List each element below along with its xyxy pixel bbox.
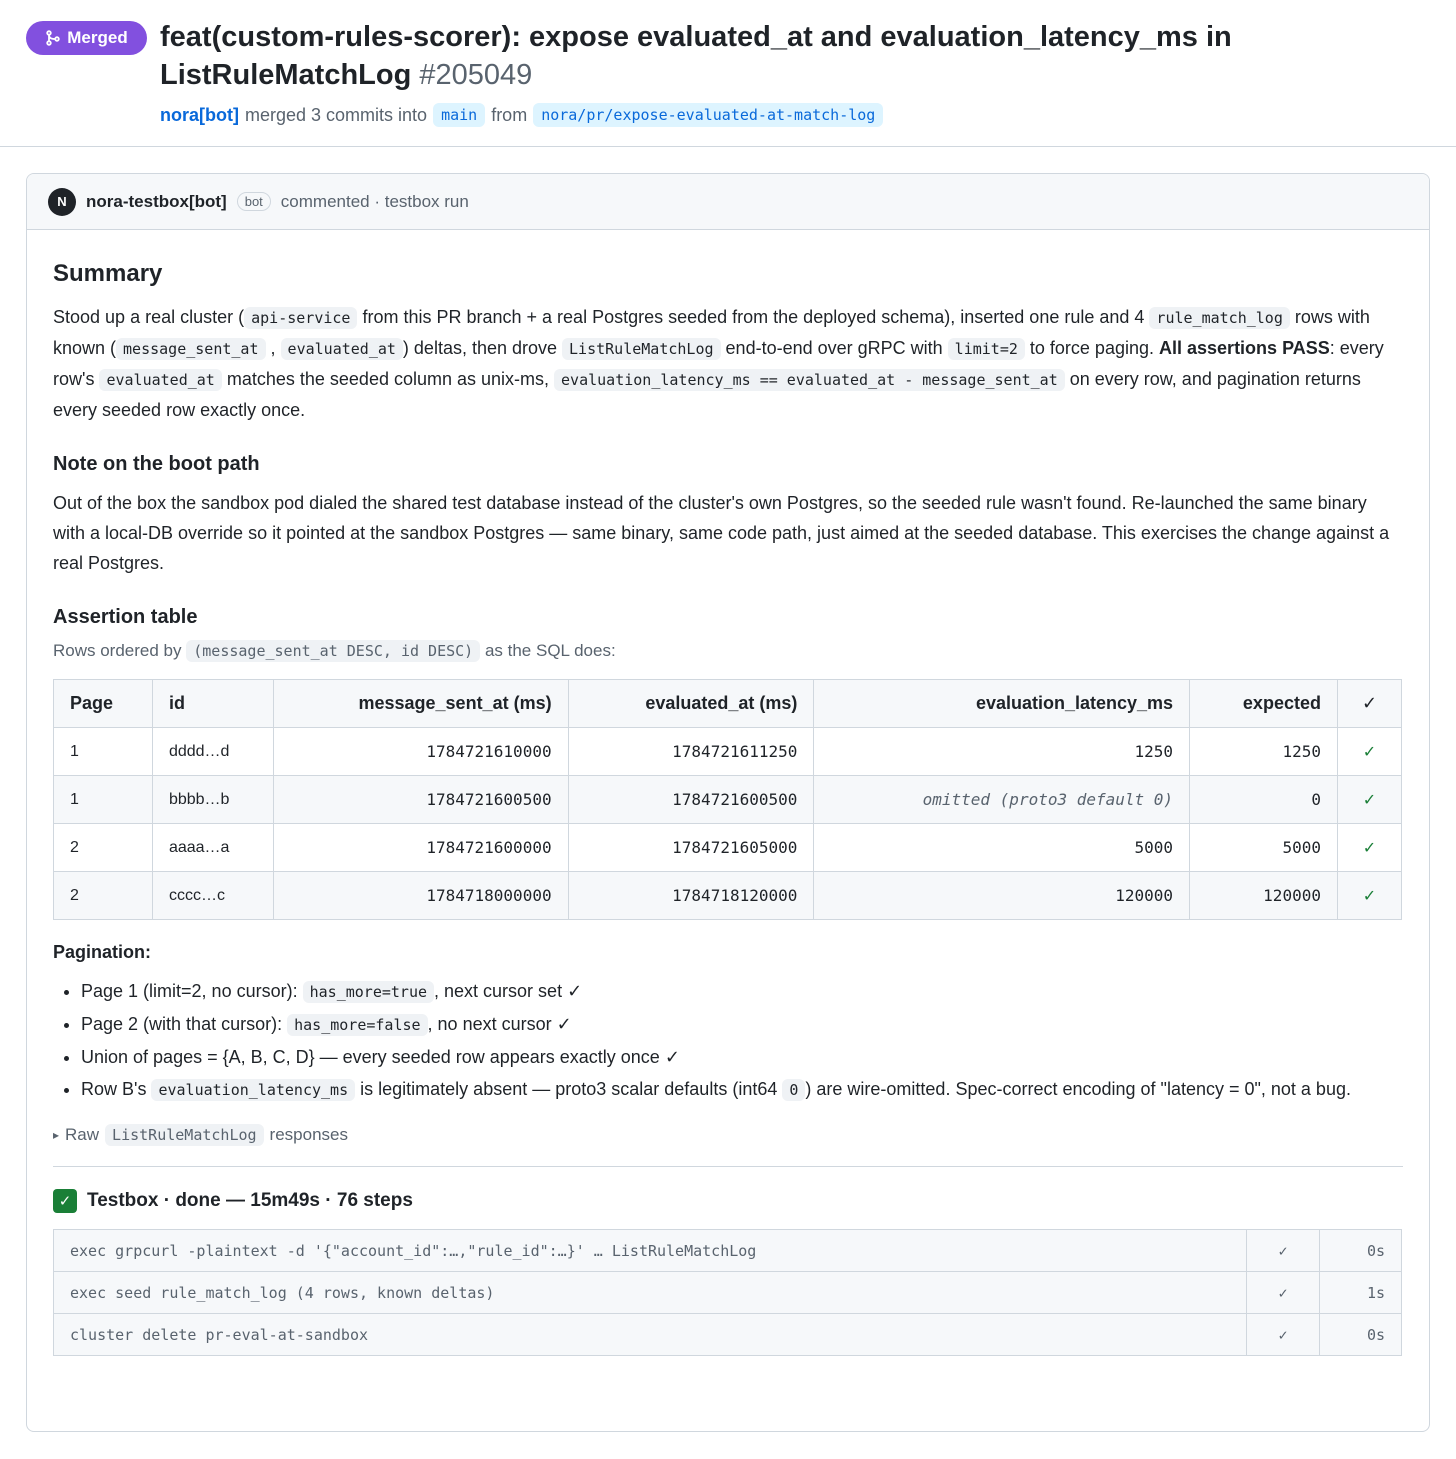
merged-status-badge xyxy=(26,21,147,55)
col-header-check: ✓ xyxy=(1337,680,1401,728)
check-icon: ✓ xyxy=(1337,824,1401,872)
table-header-row xyxy=(54,680,1402,728)
check-icon: ✓ xyxy=(1247,1314,1320,1356)
cell-id: bbbb…b xyxy=(152,776,273,824)
summary-text: : every row's xyxy=(53,338,1384,389)
cell-id: aaaa…a xyxy=(152,824,273,872)
cell-page: 2 xyxy=(54,872,153,920)
col-header: Page xyxy=(54,680,153,728)
comment-body xyxy=(27,260,1429,1356)
table-row xyxy=(54,824,1402,872)
head-branch[interactable]: nora/pr/expose-evaluated-at-match-log xyxy=(533,103,883,127)
step-row xyxy=(54,1314,1402,1356)
cell-page: 1 xyxy=(54,728,153,776)
item-text: Page 1 (limit=2, no cursor): xyxy=(81,981,298,1001)
cell-expected: 120000 xyxy=(1190,872,1338,920)
step-time: 1s xyxy=(1320,1272,1402,1314)
code-evaluated-at-2: evaluated_at xyxy=(99,369,221,391)
code-latency-formula: evaluation_latency_ms == evaluated_at - message_sent_at xyxy=(554,369,1065,391)
pr-meta xyxy=(160,103,883,127)
cell-sent: 1784718000000 xyxy=(273,872,568,920)
summary-text: from this PR branch + a real Postgres seeded from the deployed schema), inserted one rule and 4 xyxy=(362,307,1145,327)
step-time: 0s xyxy=(1320,1314,1402,1356)
col-header: evaluated_at (ms) xyxy=(568,680,814,728)
col-header: id xyxy=(152,680,273,728)
code-list-rule-match-log: ListRuleMatchLog xyxy=(562,338,721,360)
summary-text: ) deltas, then drove xyxy=(402,338,558,358)
avatar[interactable]: N xyxy=(48,188,76,216)
from-text: from xyxy=(491,104,528,125)
base-branch[interactable]: main xyxy=(433,103,485,127)
boot-paragraph: Out of the box the sandbox pod dialed the shared test database instead of the cluster's own Postgres, so the seeded rule wasn't found. Re-launched the same binary with a local-DB override so it pointed at the sandbox Postgres — same binary, same code path, just aimed at the seeded database. This exercises the change against a real Postgres. xyxy=(53,493,1390,573)
summary-heading: Summary xyxy=(53,260,163,287)
note-text: as the SQL does: xyxy=(484,641,616,660)
summary-text: rows with known ( xyxy=(53,307,1370,358)
pagination-list xyxy=(53,975,1403,1106)
check-icon: ✓ xyxy=(1337,872,1401,920)
merge-icon xyxy=(45,30,61,46)
cell-eval: 1784721600500 xyxy=(568,776,814,824)
summary-text: Stood up a real cluster ( xyxy=(53,307,245,327)
comment-header xyxy=(27,174,1429,230)
list-item xyxy=(81,1073,1403,1106)
cell-sent: 1784721610000 xyxy=(273,728,568,776)
check-icon: ✓ xyxy=(1337,728,1401,776)
code-limit: limit=2 xyxy=(948,338,1025,360)
summary-text: matches the seeded column as unix-ms, xyxy=(226,369,550,389)
step-command: cluster delete pr-eval-at-sandbox xyxy=(54,1314,1247,1356)
cell-latency: omitted (proto3 default 0) xyxy=(814,776,1190,824)
raw-text: Raw xyxy=(65,1125,100,1144)
testbox-title-text: Testbox · done — 15m49s · 76 steps xyxy=(87,1190,413,1211)
assertion-table xyxy=(53,679,1402,920)
pr-author-link[interactable]: nora[bot] xyxy=(160,104,239,125)
note-text: Rows ordered by xyxy=(53,641,182,660)
item-text: Page 2 (with that cursor): xyxy=(81,1014,283,1034)
code-list-rule-match-log-raw: ListRuleMatchLog xyxy=(105,1124,264,1146)
table-row xyxy=(54,872,1402,920)
item-text: , next cursor set ✓ xyxy=(434,981,583,1001)
step-time: 0s xyxy=(1320,1230,1402,1272)
step-command: exec seed rule_match_log (4 rows, known deltas) xyxy=(54,1272,1247,1314)
comment-box xyxy=(26,173,1430,1432)
cell-eval: 1784718120000 xyxy=(568,872,814,920)
cell-latency: 5000 xyxy=(814,824,1190,872)
assertion-heading: Assertion table xyxy=(53,606,198,628)
cell-eval: 1784721605000 xyxy=(568,824,814,872)
pr-header xyxy=(0,0,1456,147)
code-rule-match-log: rule_match_log xyxy=(1149,307,1289,329)
code-has-more-false: has_more=false xyxy=(287,1014,427,1036)
comment-meta: commented · testbox run xyxy=(280,191,469,211)
code-evaluated-at: evaluated_at xyxy=(281,338,403,360)
code-message-sent-at: message_sent_at xyxy=(116,338,265,360)
cell-sent: 1784721600500 xyxy=(273,776,568,824)
cell-eval: 1784721611250 xyxy=(568,728,814,776)
cell-id: cccc…c xyxy=(152,872,273,920)
step-row xyxy=(54,1272,1402,1314)
col-header: expected xyxy=(1190,680,1338,728)
table-row xyxy=(54,728,1402,776)
table-row xyxy=(54,776,1402,824)
merge-text: merged 3 commits into xyxy=(244,104,428,125)
item-text: ) are wire-omitted. Spec-correct encoding of "latency = 0", not a bug. xyxy=(805,1079,1351,1099)
summary-text: to force paging. xyxy=(1029,338,1154,358)
check-icon: ✓ xyxy=(1247,1272,1320,1314)
cell-latency: 120000 xyxy=(814,872,1190,920)
expand-arrow-icon: ▸ xyxy=(53,1128,60,1142)
assertion-note xyxy=(53,641,1403,661)
summary-text: on every row, and pagination returns every seeded row exactly once. xyxy=(53,369,1361,420)
summary-text: , xyxy=(270,338,276,358)
cell-latency: 1250 xyxy=(814,728,1190,776)
pr-title-text: feat(custom-rules-scorer): expose evaluated_at and evaluation_latency_ms in ListRuleMatchLog xyxy=(160,21,1232,91)
cell-expected: 5000 xyxy=(1190,824,1338,872)
code-evaluation-latency-ms: evaluation_latency_ms xyxy=(151,1079,355,1101)
pagination-heading: Pagination: xyxy=(53,942,151,962)
check-icon: ✓ xyxy=(1247,1230,1320,1272)
list-item xyxy=(81,975,1403,1008)
list-item: • Union of pages = {A, B, C, D} — every seeded row appears exactly once ✓ xyxy=(81,1041,1403,1073)
step-row xyxy=(54,1230,1402,1272)
cell-id: dddd…d xyxy=(152,728,273,776)
raw-text: responses xyxy=(269,1125,348,1144)
item-text: , no next cursor ✓ xyxy=(427,1014,572,1034)
summary-text: end-to-end over gRPC with xyxy=(725,338,943,358)
summary-paragraph xyxy=(53,302,1403,425)
item-text: is legitimately absent — proto3 scalar defaults (int64 xyxy=(360,1079,778,1099)
testbox-title xyxy=(53,1189,1403,1213)
divider xyxy=(53,1166,1403,1167)
check-icon: ✓ xyxy=(1337,776,1401,824)
cell-sent: 1784721600000 xyxy=(273,824,568,872)
pr-title xyxy=(160,18,1420,94)
bot-label: bot xyxy=(237,192,271,211)
col-header: evaluation_latency_ms xyxy=(814,680,1190,728)
all-pass-text: All assertions PASS xyxy=(1159,338,1330,358)
testbox-check-icon: ✓ xyxy=(53,1189,77,1213)
cell-expected: 1250 xyxy=(1190,728,1338,776)
step-command: exec grpcurl -plaintext -d '{"account_id":…,"rule_id":…}' … ListRuleMatchLog xyxy=(54,1230,1247,1272)
code-has-more-true: has_more=true xyxy=(303,981,434,1003)
boot-heading: Note on the boot path xyxy=(53,453,260,475)
code-order-by: (message_sent_at DESC, id DESC) xyxy=(186,640,480,662)
comment-author[interactable]: nora-testbox[bot] xyxy=(86,191,227,211)
testbox-steps-table xyxy=(53,1229,1402,1356)
cell-page: 2 xyxy=(54,824,153,872)
col-header: message_sent_at (ms) xyxy=(273,680,568,728)
item-text: Row B's xyxy=(81,1079,147,1099)
merged-label: Merged xyxy=(67,28,128,47)
cell-expected: 0 xyxy=(1190,776,1338,824)
pr-number: #205049 xyxy=(419,59,533,91)
code-zero: 0 xyxy=(782,1079,805,1101)
list-item xyxy=(81,1008,1403,1041)
cell-page: 1 xyxy=(54,776,153,824)
code-api-service: api-service xyxy=(244,307,357,329)
raw-responses-toggle[interactable] xyxy=(53,1124,1403,1146)
